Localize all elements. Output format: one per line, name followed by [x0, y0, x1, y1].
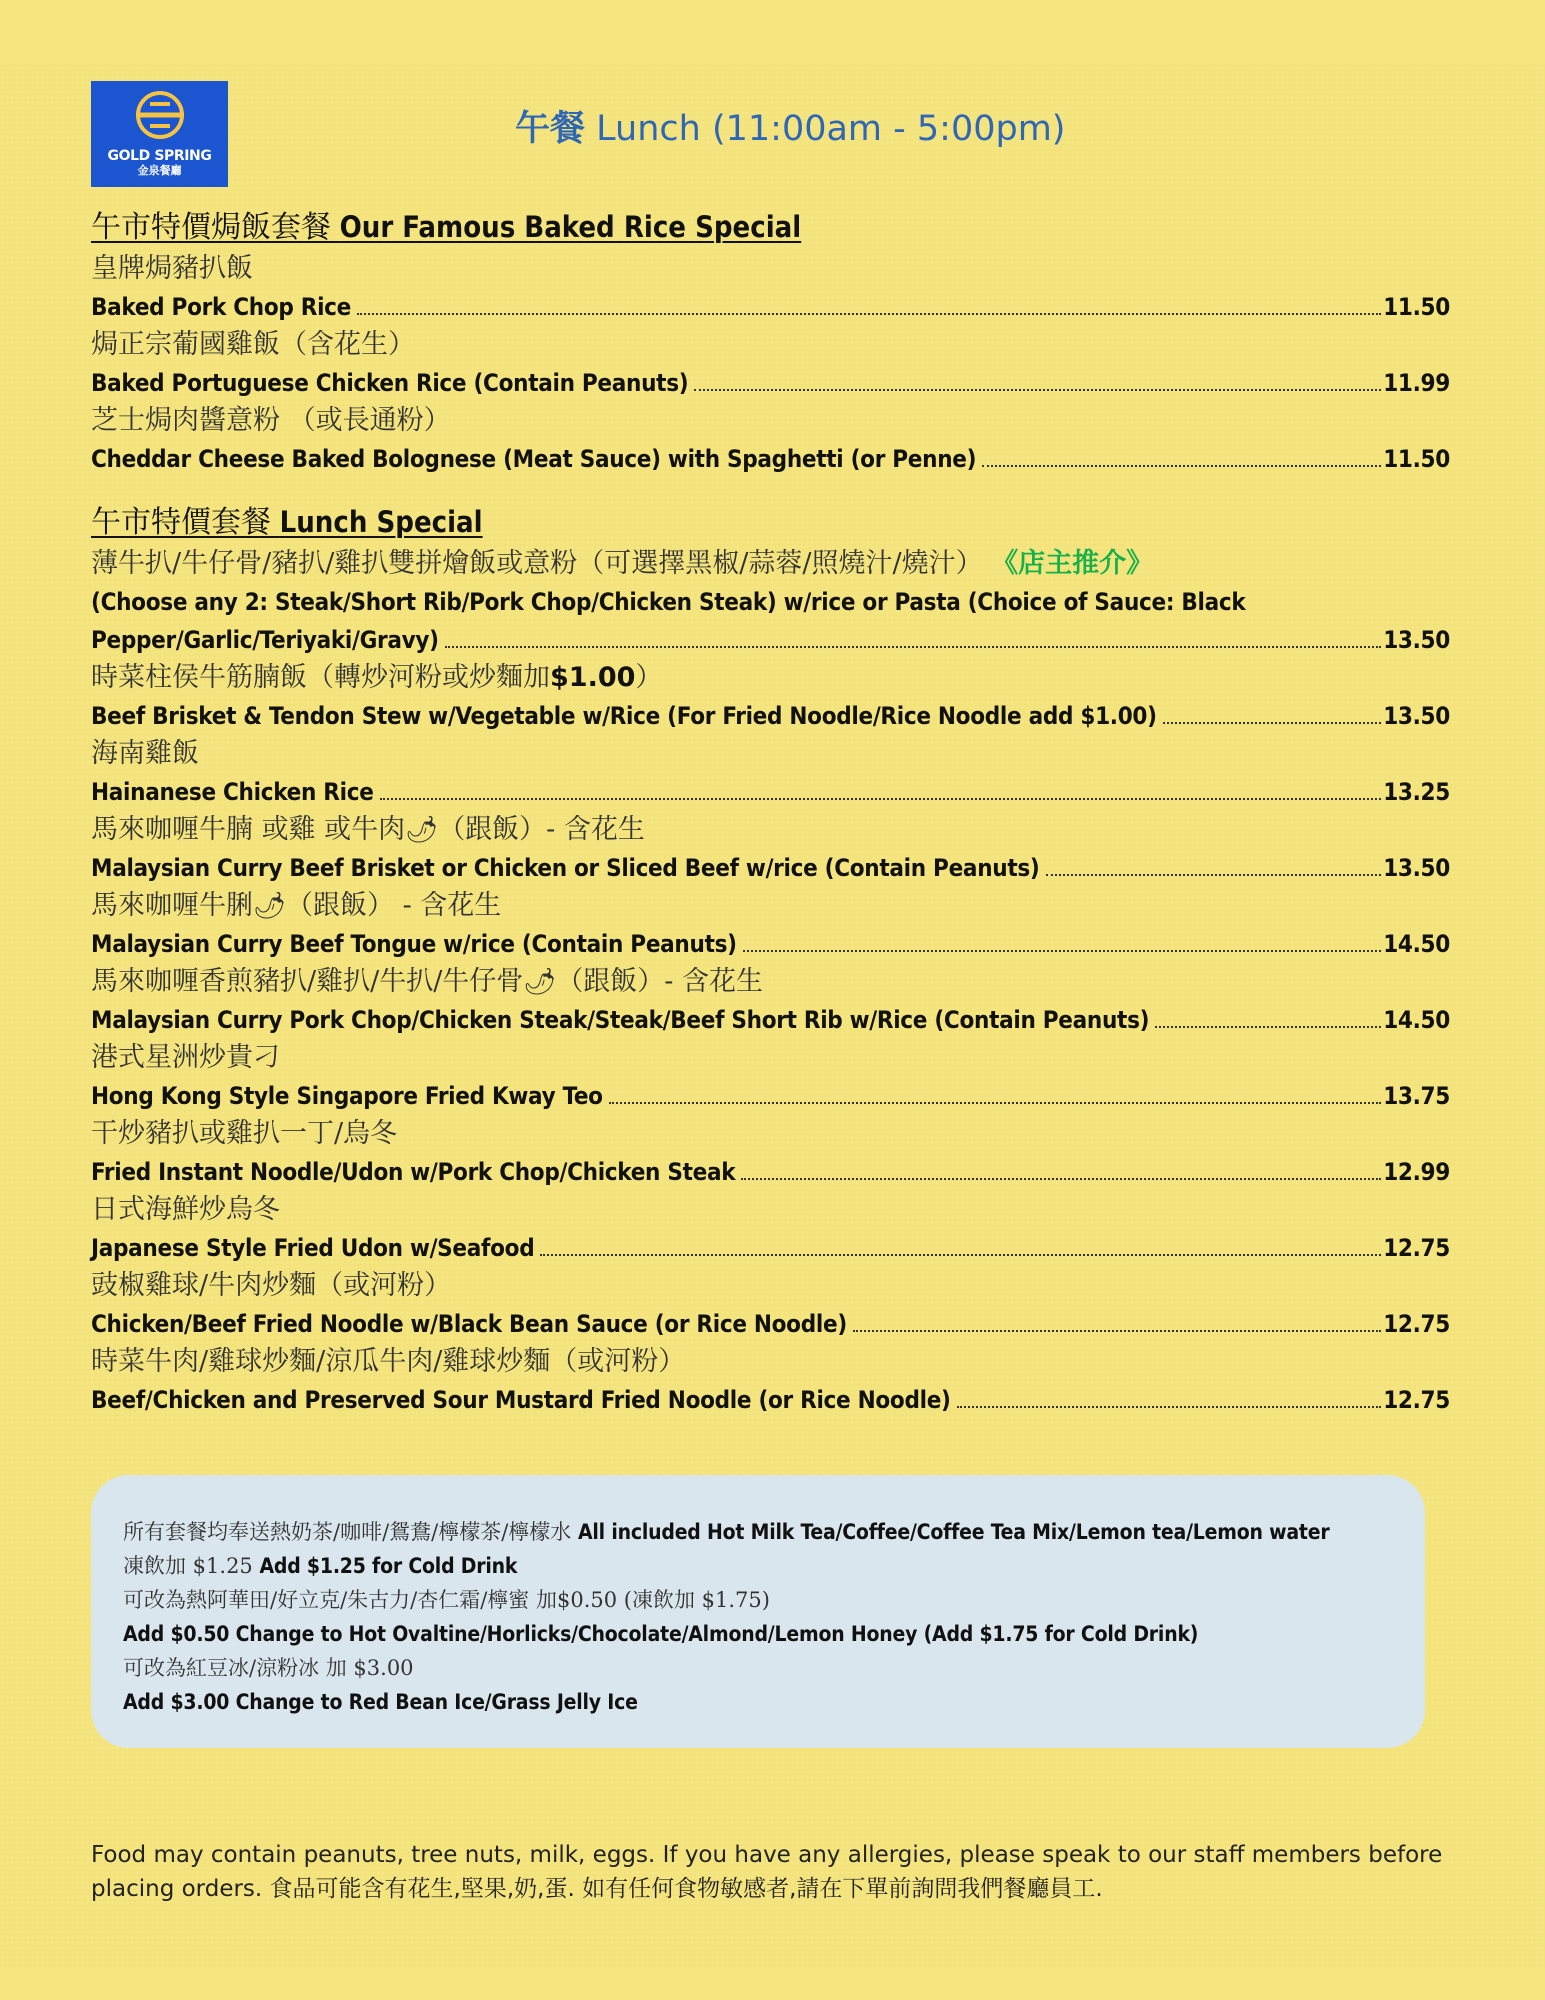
- item-line: [91, 1381, 1450, 1419]
- item-line: [91, 773, 1450, 811]
- item-name-zh: 豉椒雞球/牛肉炒麵（或河粉）: [91, 1270, 452, 1301]
- item-name-en: Fried Instant Noodle/Udon w/Pork Chop/Chicken Steak: [91, 1158, 736, 1186]
- item-name-zh-part: 馬來咖喱香煎豬扒/雞扒/牛扒/牛仔骨: [91, 966, 524, 997]
- dot-leader: [741, 1178, 1381, 1180]
- dot-leader: [1046, 874, 1382, 876]
- info-line-ice-en: [123, 1685, 1395, 1719]
- info-text-zh: 凍飲加 $1.25: [123, 1554, 260, 1578]
- item-name-zh: 港式星洲炒貴刁: [91, 1042, 280, 1073]
- info-line-upgrade-zh: [123, 1583, 1395, 1617]
- dot-leader: [743, 950, 1381, 952]
- item-name-en: Japanese Style Fried Udon w/Seafood: [91, 1234, 535, 1262]
- menu-item-beef-brisket-tendon: [91, 659, 1450, 735]
- item-name-en: Baked Pork Chop Rice: [91, 293, 352, 321]
- info-line-upgrade-en: [123, 1617, 1395, 1651]
- menu-item-malaysian-curry-pork-chop: [91, 963, 1450, 1039]
- info-line-included-drinks: [123, 1515, 1395, 1549]
- item-name-zh-part: （跟飯） - 含花生: [286, 890, 502, 921]
- item-line: [91, 1001, 1450, 1039]
- item-name-zh: 皇牌焗豬扒飯: [91, 253, 253, 284]
- item-line: [91, 364, 1450, 402]
- item-name-en: Baked Portuguese Chicken Rice (Contain Peanuts): [91, 369, 689, 397]
- info-text-en: Add $0.50 Change to Hot Ovaltine/Horlicks/Chocolate/Almond/Lemon Honey (Add $1.75 for Cold Drink): [123, 1622, 1199, 1646]
- dot-leader: [357, 313, 1381, 315]
- lunch-special-section: [91, 500, 1450, 1419]
- menu-item-malaysian-curry-brisket: [91, 811, 1450, 887]
- item-name-zh: 日式海鮮炒烏冬: [91, 1194, 280, 1225]
- item-name-zh-price-note: $1.00: [550, 662, 636, 693]
- item-line: [91, 925, 1450, 963]
- owner-recommend-badge: 《店主推介》: [991, 548, 1154, 579]
- item-name-en: Malaysian Curry Beef Tongue w/rice (Contain Peanuts): [91, 930, 737, 958]
- item-price: 13.25: [1383, 778, 1450, 806]
- item-line: [91, 1153, 1450, 1191]
- info-text-en: All included Hot Milk Tea/Coffee/Coffee Tea Mix/Lemon tea/Lemon water: [577, 1520, 1330, 1544]
- section-title: [91, 205, 1450, 250]
- item-name-zh-part: 時菜柱侯牛筋腩飯（轉炒河粉或炒麵加: [91, 662, 550, 693]
- chili-pepper-icon: 🌶: [523, 967, 557, 997]
- item-price: 12.75: [1383, 1234, 1450, 1262]
- item-name-zh: 時菜牛肉/雞球炒麵/涼瓜牛肉/雞球炒麵（或河粉）: [91, 1346, 686, 1377]
- item-name-zh: [91, 545, 1450, 583]
- item-name-zh-text: 薄牛扒/牛仔骨/豬扒/雞扒雙拼燴飯或意粉（可選擇黑椒/蒜蓉/照燒汁/燒汁）: [91, 548, 983, 579]
- item-name-zh: 芝士焗肉醬意粉 （或長通粉）: [91, 405, 451, 436]
- info-text-zh: 所有套餐均奉送熱奶茶/咖啡/鴛鴦/檸檬茶/檸檬水: [123, 1520, 578, 1544]
- item-price: 12.99: [1383, 1158, 1450, 1186]
- item-line2: [91, 621, 1450, 659]
- dot-leader: [1163, 722, 1381, 724]
- top-band: [0, 0, 1545, 64]
- item-price: 14.50: [1383, 930, 1450, 958]
- item-price: 14.50: [1383, 1006, 1450, 1034]
- item-name-en: Beef/Chicken and Preserved Sour Mustard Fried Noodle (or Rice Noodle): [91, 1386, 951, 1414]
- dot-leader: [380, 798, 1382, 800]
- logo-name-en: GOLD SPRING: [107, 148, 212, 164]
- item-price: 11.99: [1383, 369, 1450, 397]
- baked-rice-section: [91, 205, 1450, 478]
- item-line: [91, 849, 1450, 887]
- menu-item-baked-portuguese-chicken-rice: [91, 326, 1450, 402]
- item-name-en: Chicken/Beef Fried Noodle w/Black Bean Sauce (or Rice Noodle): [91, 1310, 847, 1338]
- menu-item-black-bean-fried-noodle: [91, 1267, 1450, 1343]
- item-line: [91, 1077, 1450, 1115]
- item-price: 12.75: [1383, 1310, 1450, 1338]
- item-name-zh: 焗正宗葡國雞飯（含花生）: [91, 329, 415, 360]
- menu-item-singapore-fried-kway-teo: [91, 1039, 1450, 1115]
- info-text-zh: 可改為熱阿華田/好立克/朱古力/杏仁霜/檸蜜 加$0.50 (凍飲加 $1.75): [123, 1588, 770, 1612]
- page-title-en: Lunch (11:00am - 5:00pm): [596, 109, 1066, 149]
- item-line: [91, 697, 1450, 735]
- dot-leader: [609, 1102, 1381, 1104]
- item-name-zh-part: 馬來咖喱牛腩 或雞 或牛肉: [91, 814, 406, 845]
- item-price: 13.50: [1383, 854, 1450, 882]
- item-price: 13.50: [1383, 626, 1450, 654]
- dot-leader: [957, 1406, 1382, 1408]
- section-title-en: Our Famous Baked Rice Special: [339, 210, 802, 244]
- item-price: 11.50: [1383, 445, 1450, 473]
- item-name-zh-part: （跟飯）- 含花生: [438, 814, 645, 845]
- dot-leader: [445, 646, 1381, 648]
- item-name-en-line2: Pepper/Garlic/Teriyaki/Gravy): [91, 626, 439, 654]
- page-title: [515, 105, 1065, 153]
- info-text-zh: 可改為紅豆冰/涼粉冰 加 $3.00: [123, 1656, 414, 1680]
- dot-leader: [1155, 1026, 1381, 1028]
- item-name-zh: 干炒豬扒或雞扒一丁/烏冬: [91, 1118, 398, 1149]
- item-name-zh: [91, 963, 1450, 1001]
- item-name-en-line1: (Choose any 2: Steak/Short Rib/Pork Chop/Chicken Steak) w/rice or Pasta (Choice of Sauce: Black: [91, 588, 1246, 616]
- item-line: [91, 440, 1450, 478]
- dot-leader: [853, 1330, 1381, 1332]
- menu-item-fried-instant-noodle: [91, 1115, 1450, 1191]
- section-title: [91, 500, 1450, 545]
- section-title-zh: 午市特價套餐: [91, 505, 271, 540]
- item-name-zh-part: 馬來咖喱牛脷: [91, 890, 253, 921]
- menu-item-japanese-fried-udon: [91, 1191, 1450, 1267]
- item-line: [91, 288, 1450, 326]
- item-name-zh-part: （跟飯）- 含花生: [556, 966, 764, 997]
- page-title-zh: 午餐: [515, 109, 586, 149]
- item-name-zh: [91, 811, 1450, 849]
- dot-leader: [982, 465, 1381, 467]
- gold-spring-emblem-icon: [133, 88, 187, 142]
- drink-info-box: [91, 1475, 1425, 1748]
- item-price: 13.50: [1383, 702, 1450, 730]
- chili-pepper-icon: 🌶: [405, 815, 439, 845]
- allergy-notice: [91, 1838, 1471, 1906]
- item-name-en: Cheddar Cheese Baked Bolognese (Meat Sauce) with Spaghetti (or Penne): [91, 445, 977, 473]
- item-name-zh-part: ）: [635, 662, 663, 693]
- item-name-en: Beef Brisket & Tendon Stew w/Vegetable w/Rice (For Fried Noodle/Rice Noodle add $1.00): [91, 702, 1157, 730]
- logo-name-zh: 金泉餐廳: [137, 164, 182, 177]
- chili-pepper-icon: 🌶: [253, 891, 287, 921]
- item-price: 11.50: [1383, 293, 1450, 321]
- info-text-en: Add $1.25 for Cold Drink: [259, 1554, 518, 1578]
- item-price: 13.75: [1383, 1082, 1450, 1110]
- item-name-en: Malaysian Curry Pork Chop/Chicken Steak/Steak/Beef Short Rib w/Rice (Contain Peanuts): [91, 1006, 1150, 1034]
- item-name-zh: [91, 659, 1450, 697]
- item-price: 12.75: [1383, 1386, 1450, 1414]
- section-title-en: Lunch Special: [279, 505, 483, 539]
- menu-item-malaysian-curry-tongue: [91, 887, 1450, 963]
- menu-item-cheddar-baked-bolognese: [91, 402, 1450, 478]
- item-name-en: Hainanese Chicken Rice: [91, 778, 374, 806]
- section-title-zh: 午市特價焗飯套餐: [91, 210, 331, 245]
- gold-spring-logo: [91, 81, 228, 187]
- dot-leader: [540, 1254, 1381, 1256]
- item-name-en: Malaysian Curry Beef Brisket or Chicken or Sliced Beef w/rice (Contain Peanuts): [91, 854, 1040, 882]
- item-name-zh: 海南雞飯: [91, 738, 199, 769]
- menu-item-combo-steak: [91, 545, 1450, 659]
- allergy-notice-line2: placing orders. 食品可能含有花生,堅果,奶,蛋. 如有任何食物敏感者,請在下單前詢問我們餐廳員工.: [91, 1876, 1103, 1902]
- menu-item-sour-mustard-fried-noodle: [91, 1343, 1450, 1419]
- bottom-band: [0, 1968, 1545, 2000]
- info-text-en: Add $3.00 Change to Red Bean Ice/Grass Jelly Ice: [123, 1690, 638, 1714]
- dot-leader: [694, 389, 1381, 391]
- menu-content: [91, 205, 1450, 1419]
- menu-item-baked-pork-chop-rice: [91, 250, 1450, 326]
- info-line-cold-drink: [123, 1549, 1395, 1583]
- allergy-notice-line1: Food may contain peanuts, tree nuts, milk, eggs. If you have any allergies, please speak to our staff members before: [91, 1842, 1443, 1868]
- item-line: [91, 1229, 1450, 1267]
- item-line: [91, 1305, 1450, 1343]
- item-line: [91, 583, 1450, 659]
- item-name-en: Hong Kong Style Singapore Fried Kway Teo: [91, 1082, 603, 1110]
- menu-item-hainanese-chicken-rice: [91, 735, 1450, 811]
- info-line-ice-zh: [123, 1651, 1395, 1685]
- item-name-zh: [91, 887, 1450, 925]
